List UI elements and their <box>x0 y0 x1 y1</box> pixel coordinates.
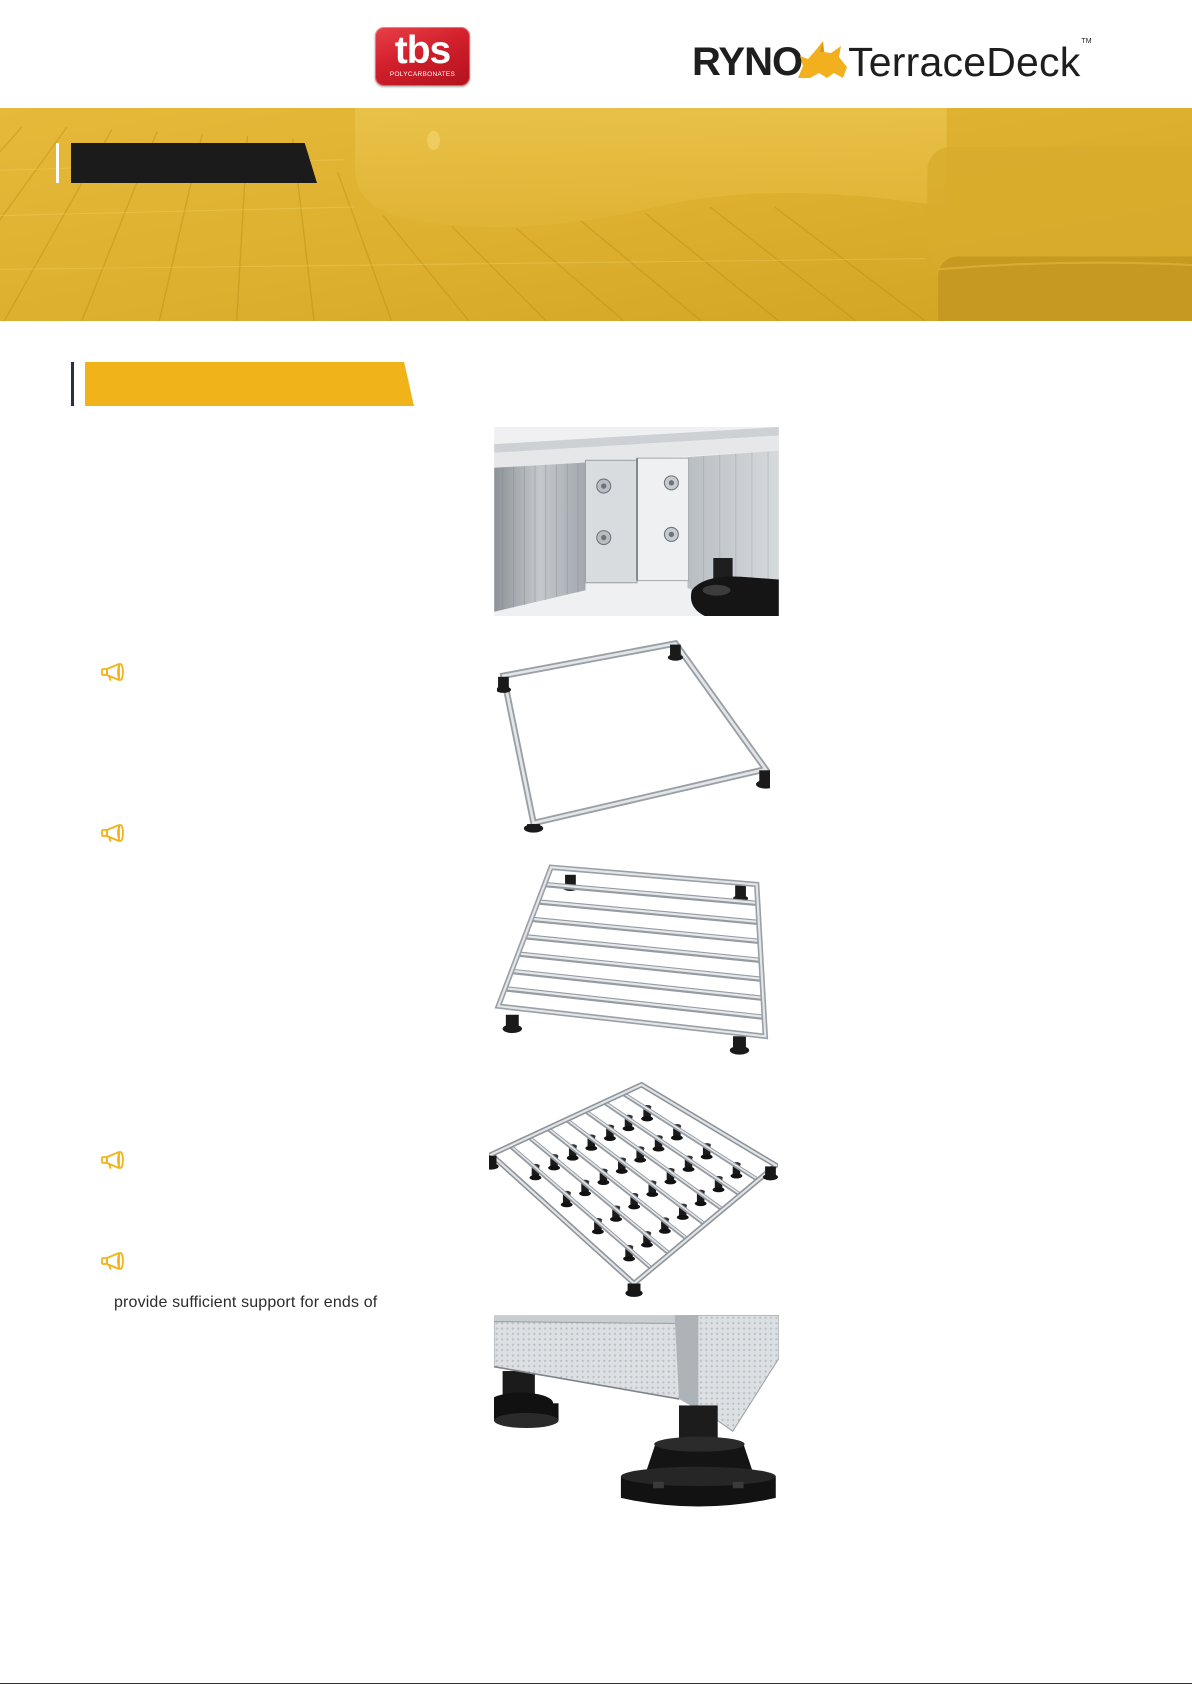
ryno-wordmark: RYNO <box>692 40 803 84</box>
terracedeck-wordmark: TerraceDeck <box>848 39 1081 85</box>
tbs-wordmark: tbs <box>394 29 451 72</box>
frame-feet <box>497 645 770 833</box>
megaphone-icon <box>100 822 127 843</box>
banner-title-bar <box>71 143 317 183</box>
frame-with-bearers-photo <box>494 864 775 1060</box>
section-accent-line <box>71 362 74 406</box>
tbs-tagline: POLYCARBONATES <box>389 71 456 78</box>
edge-profile-photo <box>494 1315 779 1512</box>
trademark-mark: TM <box>1081 38 1092 45</box>
megaphone-icon <box>100 1149 127 1170</box>
corner-bracket-photo <box>494 427 779 616</box>
center-pedestal <box>621 1405 776 1506</box>
rhino-icon <box>796 40 850 80</box>
left-pedestal <box>494 1371 559 1428</box>
grid-with-pedestals-photo <box>489 1079 778 1300</box>
tbs-logo <box>375 27 470 86</box>
body-text: provide sufficient support for ends of <box>114 1294 378 1311</box>
banner-accent-line <box>56 143 59 183</box>
square-frame-photo <box>497 640 770 834</box>
footer-rule <box>0 1683 1192 1684</box>
ryno-terracedeck-logo <box>692 34 1092 84</box>
section-heading-bar <box>85 362 414 406</box>
grid-bars <box>510 1093 758 1269</box>
deck-background-image <box>0 108 1192 321</box>
hero-banner <box>0 108 1192 321</box>
megaphone-icon <box>100 661 127 682</box>
bearer-bars <box>505 884 764 1017</box>
megaphone-icon <box>100 1250 127 1271</box>
